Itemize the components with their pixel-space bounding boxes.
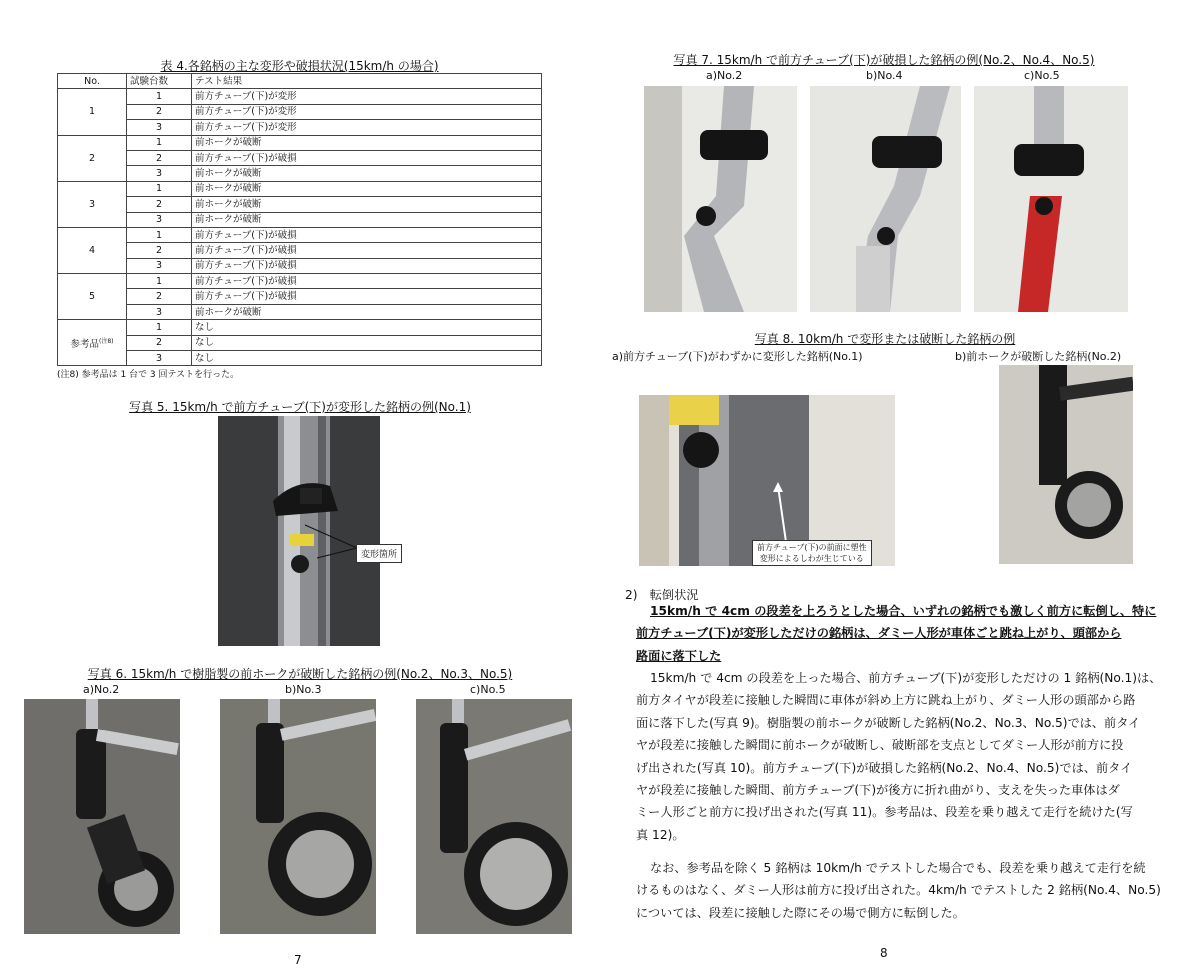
table-row	[58, 243, 542, 258]
cell-count: 3	[127, 212, 192, 227]
photo7-image-a	[644, 86, 797, 312]
col-no: No.	[58, 74, 127, 89]
photo6-image-c	[416, 699, 572, 934]
text-line: 15km/h で 4cm の段差を上った場合、前方チューブ(下)が変形しただけの 1 銘柄(No.1)は、	[650, 671, 1162, 685]
cell-result: 前方チューブ(下)が破損	[192, 243, 542, 258]
cell-count: 3	[127, 258, 192, 273]
cell-result: 前ホークが破断	[192, 212, 542, 227]
text-line: ヤが段差に接触した瞬間に前ホークが破断し、破断部を支点としてダミー人形が前方に投	[636, 738, 1124, 753]
cell-count: 2	[127, 197, 192, 212]
table-row	[58, 258, 542, 273]
text-line: 15km/h で 4cm の段差を上ろうとした場合、いずれの銘柄でも激しく前方に転倒し、特に	[650, 604, 1157, 618]
table-row	[58, 304, 542, 319]
photo7-label-a: a)No.2	[706, 69, 743, 82]
cell-count: 1	[127, 274, 192, 289]
cell-result: 前ホークが破断	[192, 197, 542, 212]
table-row	[58, 335, 542, 350]
col-count: 試験台数	[127, 74, 192, 89]
cell-count: 1	[127, 135, 192, 150]
photo7-caption: 写真 7. 15km/h で前方チューブ(下)が破損した銘柄の例(No.2、No.4、No.5)	[673, 53, 1095, 67]
cell-result: 前ホークが破断	[192, 135, 542, 150]
table-header-row	[58, 74, 542, 89]
cell-result: 前方チューブ(下)が破損	[192, 258, 542, 273]
cell-no: 1	[58, 89, 127, 135]
cell-no: 5	[58, 274, 127, 320]
cell-count: 3	[127, 120, 192, 135]
photo7-image-b	[810, 86, 961, 312]
photo8-callout-line2: 変形によるしわが生じている	[759, 554, 864, 563]
photo8-callout-line1: 前方チューブ(下)の前面に塑性	[757, 543, 867, 552]
cell-result: 前方チューブ(下)が変形	[192, 89, 542, 104]
text-line: 前方タイヤが段差に接触した瞬間に車体が斜め上方に跳ね上がり、ダミー人形の頭部から路	[636, 693, 1136, 708]
cell-count: 1	[127, 89, 192, 104]
page-number-left: 7	[294, 953, 302, 967]
cell-no: 3	[58, 181, 127, 227]
warning-sticker-2	[669, 395, 719, 425]
text-line: 面に落下した(写真 9)。樹脂製の前ホークが破断した銘柄(No.2、No.3、No.5)では、前タイ	[636, 715, 1141, 730]
photo8-label-a: a)前方チューブ(下)がわずかに変形した銘柄(No.1)	[612, 350, 863, 363]
photo6-image-b	[220, 699, 376, 934]
text-line: 真 12)。	[636, 827, 685, 842]
results-table	[57, 73, 542, 366]
cell-count: 2	[127, 104, 192, 119]
cell-count: 2	[127, 289, 192, 304]
table-row	[58, 274, 542, 289]
table-footnote: (注8) 参考品は 1 台で 3 回テストを行った。	[57, 370, 240, 380]
cell-result: 前方チューブ(下)が破損	[192, 274, 542, 289]
cell-count: 1	[127, 320, 192, 335]
cell-count: 2	[127, 335, 192, 350]
cell-result: 前ホークが破断	[192, 304, 542, 319]
photo7-label-b: b)No.4	[866, 69, 903, 82]
table-row	[58, 135, 542, 150]
cell-count: 3	[127, 351, 192, 366]
text-line: なお、参考品を除く 5 銘柄は 10km/h でテストした場合でも、段差を乗り越えて走行を続	[650, 861, 1146, 875]
photo7-image-c	[974, 86, 1128, 312]
cell-count: 2	[127, 243, 192, 258]
cell-result: 前方チューブ(下)が変形	[192, 104, 542, 119]
photo5-callout: 変形箇所	[356, 544, 402, 563]
photo6-label-a: a)No.2	[83, 683, 120, 696]
cell-count: 3	[127, 304, 192, 319]
text-line: けるものはなく、ダミー人形は前方に投げ出された。4km/h でテストした 2 銘柄(No.4、No.5)	[636, 883, 1161, 898]
section-paragraph-2	[636, 857, 1176, 924]
photo8-image-b	[999, 365, 1133, 564]
table-row	[58, 351, 542, 366]
col-result: テスト結果	[192, 74, 542, 89]
cell-result: 前方チューブ(下)が破損	[192, 289, 542, 304]
table-row	[58, 89, 542, 104]
cell-result: なし	[192, 335, 542, 350]
photo6-label-b: b)No.3	[285, 683, 322, 696]
table-row	[58, 289, 542, 304]
table-row	[58, 150, 542, 165]
photo6-label-c: c)No.5	[470, 683, 506, 696]
cell-result: 前方チューブ(下)が破損	[192, 227, 542, 242]
table-body	[58, 89, 542, 366]
section-heading: 2) 転倒状況	[625, 588, 699, 602]
cell-no: 2	[58, 135, 127, 181]
photo5-callout-arrows	[295, 510, 365, 560]
table-row	[58, 212, 542, 227]
table-row	[58, 227, 542, 242]
text-line: げ出された(写真 10)。前方チューブ(下)が破損した銘柄(No.2、No.4、No.5)では、前タイ	[636, 760, 1133, 775]
cell-no: 参考品$^{(注8)}$	[58, 320, 127, 366]
table-row	[58, 120, 542, 135]
photo5-caption: 写真 5. 15km/h で前方チューブ(下)が変形した銘柄の例(No.1)	[129, 400, 471, 414]
table-row	[58, 320, 542, 335]
table-row	[58, 166, 542, 181]
cell-count: 1	[127, 181, 192, 196]
table-row	[58, 104, 542, 119]
table-4-title: 表 4.各銘柄の主な変形や破損状況(15km/h の場合)	[160, 59, 439, 73]
cell-result: なし	[192, 351, 542, 366]
text-line: ミー人形ごと前方に投げ出された(写真 11)。参考品は、段差を乗り越えて走行を続けた(写	[636, 805, 1133, 820]
photo7-label-c: c)No.5	[1024, 69, 1060, 82]
section-lead	[636, 600, 1176, 667]
text-line: 前方チューブ(下)が変形しただけの銘柄は、ダミー人形が車体ごと跳ね上がり、頭部から	[636, 626, 1122, 641]
cell-result: 前ホークが破断	[192, 166, 542, 181]
text-line: については、段差に接触した際にその場で側方に転倒した。	[636, 905, 965, 920]
cell-count: 3	[127, 166, 192, 181]
text-line: 路面に落下した	[636, 648, 722, 663]
section-paragraph-1	[636, 667, 1176, 846]
cell-result: 前方チューブ(下)が変形	[192, 120, 542, 135]
photo8-label-b: b)前ホークが破断した銘柄(No.2)	[955, 350, 1122, 363]
cell-no: 4	[58, 227, 127, 273]
page-number-right: 8	[880, 946, 888, 960]
cell-result: 前方チューブ(下)が破損	[192, 150, 542, 165]
photo6-image-a	[24, 699, 180, 934]
cell-result: なし	[192, 320, 542, 335]
cell-result: 前ホークが破断	[192, 181, 542, 196]
photo6-caption: 写真 6. 15km/h で樹脂製の前ホークが破断した銘柄の例(No.2、No.3、No.5)	[87, 667, 513, 681]
text-line: ヤが段差に接触した瞬間、前方チューブ(下)が後方に折れ曲がり、支えを失った車体はダ	[636, 783, 1120, 798]
photo8-callout	[752, 540, 872, 566]
cell-count: 2	[127, 150, 192, 165]
cell-count: 1	[127, 227, 192, 242]
photo8-caption: 写真 8. 10km/h で変形または破断した銘柄の例	[754, 332, 1016, 346]
table-row	[58, 197, 542, 212]
table-row	[58, 181, 542, 196]
